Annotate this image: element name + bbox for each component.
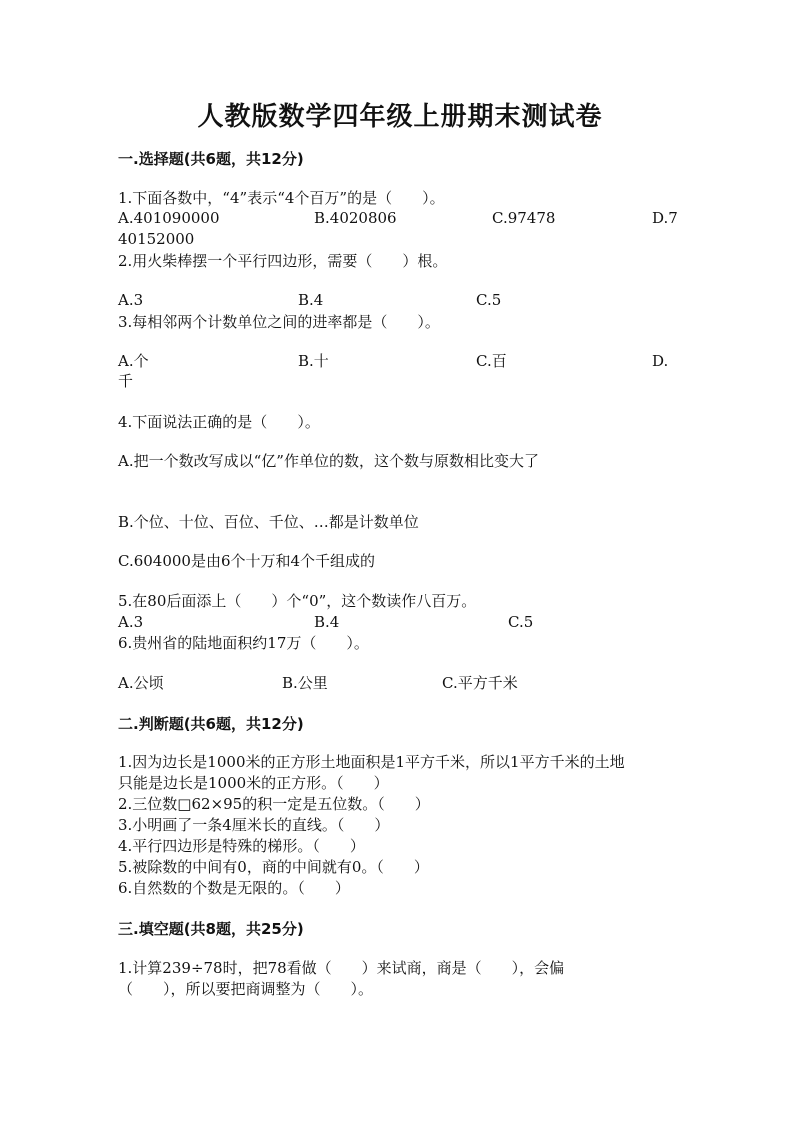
question-1-option-d-wrap: 40152000 <box>118 230 195 248</box>
question-1-option-d: D.7 <box>652 209 678 227</box>
section-heading-choice: 一.选择题(共6题，共12分) <box>118 150 304 168</box>
page-title: 人教版数学四年级上册期末测试卷 <box>197 102 603 132</box>
question-1-option-a: A.401090000 <box>118 209 220 227</box>
question-4-option-a: A.把一个数改写成以“亿”作单位的数，这个数与原数相比变大了 <box>118 452 539 470</box>
question-6-option-b: B.公里 <box>282 674 328 692</box>
question-3-option-b: B.十 <box>298 352 329 370</box>
fill-line: （ ），所以要把商调整为（ ）。 <box>118 980 374 998</box>
question-3-option-a: A.个 <box>118 352 149 370</box>
question-2-option-a: A.3 <box>118 291 144 309</box>
question-4-stem: 4.下面说法正确的是（ ）。 <box>118 413 320 431</box>
question-1-option-b: B.4020806 <box>314 209 397 227</box>
question-2-option-b: B.4 <box>298 291 324 309</box>
question-4-option-c: C.604000是由6个十万和4个千组成的 <box>118 552 376 570</box>
section-heading-true-false: 二.判断题(共6题，共12分) <box>118 715 304 733</box>
judge-line: 3.小明画了一条4厘米长的直线。（ ） <box>118 816 390 834</box>
judge-line: 2.三位数□62×95的积一定是五位数。（ ） <box>118 795 430 813</box>
question-3-stem: 3.每相邻两个计数单位之间的进率都是（ ）。 <box>118 313 440 331</box>
question-3-option-d-wrap: 千 <box>118 372 134 390</box>
question-5-stem: 5.在80后面添上（ ）个“0”，这个数读作八百万。 <box>118 592 477 610</box>
judge-line: 只能是边长是1000米的正方形。（ ） <box>118 774 389 792</box>
question-5-option-b: B.4 <box>314 613 340 631</box>
question-6-stem: 6.贵州省的陆地面积约17万（ ）。 <box>118 634 369 652</box>
judge-line: 5.被除数的中间有0，商的中间就有0。（ ） <box>118 858 429 876</box>
question-3-option-c: C.百 <box>476 352 507 370</box>
judge-line: 4.平行四边形是特殊的梯形。（ ） <box>118 837 365 855</box>
fill-line: 1.计算239÷78时，把78看做（ ）来试商，商是（ ），会偏 <box>118 959 565 977</box>
question-5-option-a: A.3 <box>118 613 144 631</box>
question-2-stem: 2.用火柴棒摆一个平行四边形，需要（ ）根。 <box>118 252 448 270</box>
judge-line: 6.自然数的个数是无限的。（ ） <box>118 879 350 897</box>
question-4-option-b: B.个位、十位、百位、千位、…都是计数单位 <box>118 513 419 531</box>
question-3-option-d: D. <box>652 352 669 370</box>
section-heading-fill-blank: 三.填空题(共8题，共25分) <box>118 920 304 938</box>
question-6-option-c: C.平方千米 <box>442 674 518 692</box>
question-6-option-a: A.公顷 <box>118 674 164 692</box>
judge-line: 1.因为边长是1000米的正方形土地面积是1平方千米，所以1平方千米的土地 <box>118 753 625 771</box>
question-5-option-c: C.5 <box>508 613 534 631</box>
question-2-option-c: C.5 <box>476 291 502 309</box>
question-1-option-c: C.97478 <box>492 209 556 227</box>
question-1-stem: 1.下面各数中，“4”表示“4个百万”的是（ ）。 <box>118 189 445 207</box>
